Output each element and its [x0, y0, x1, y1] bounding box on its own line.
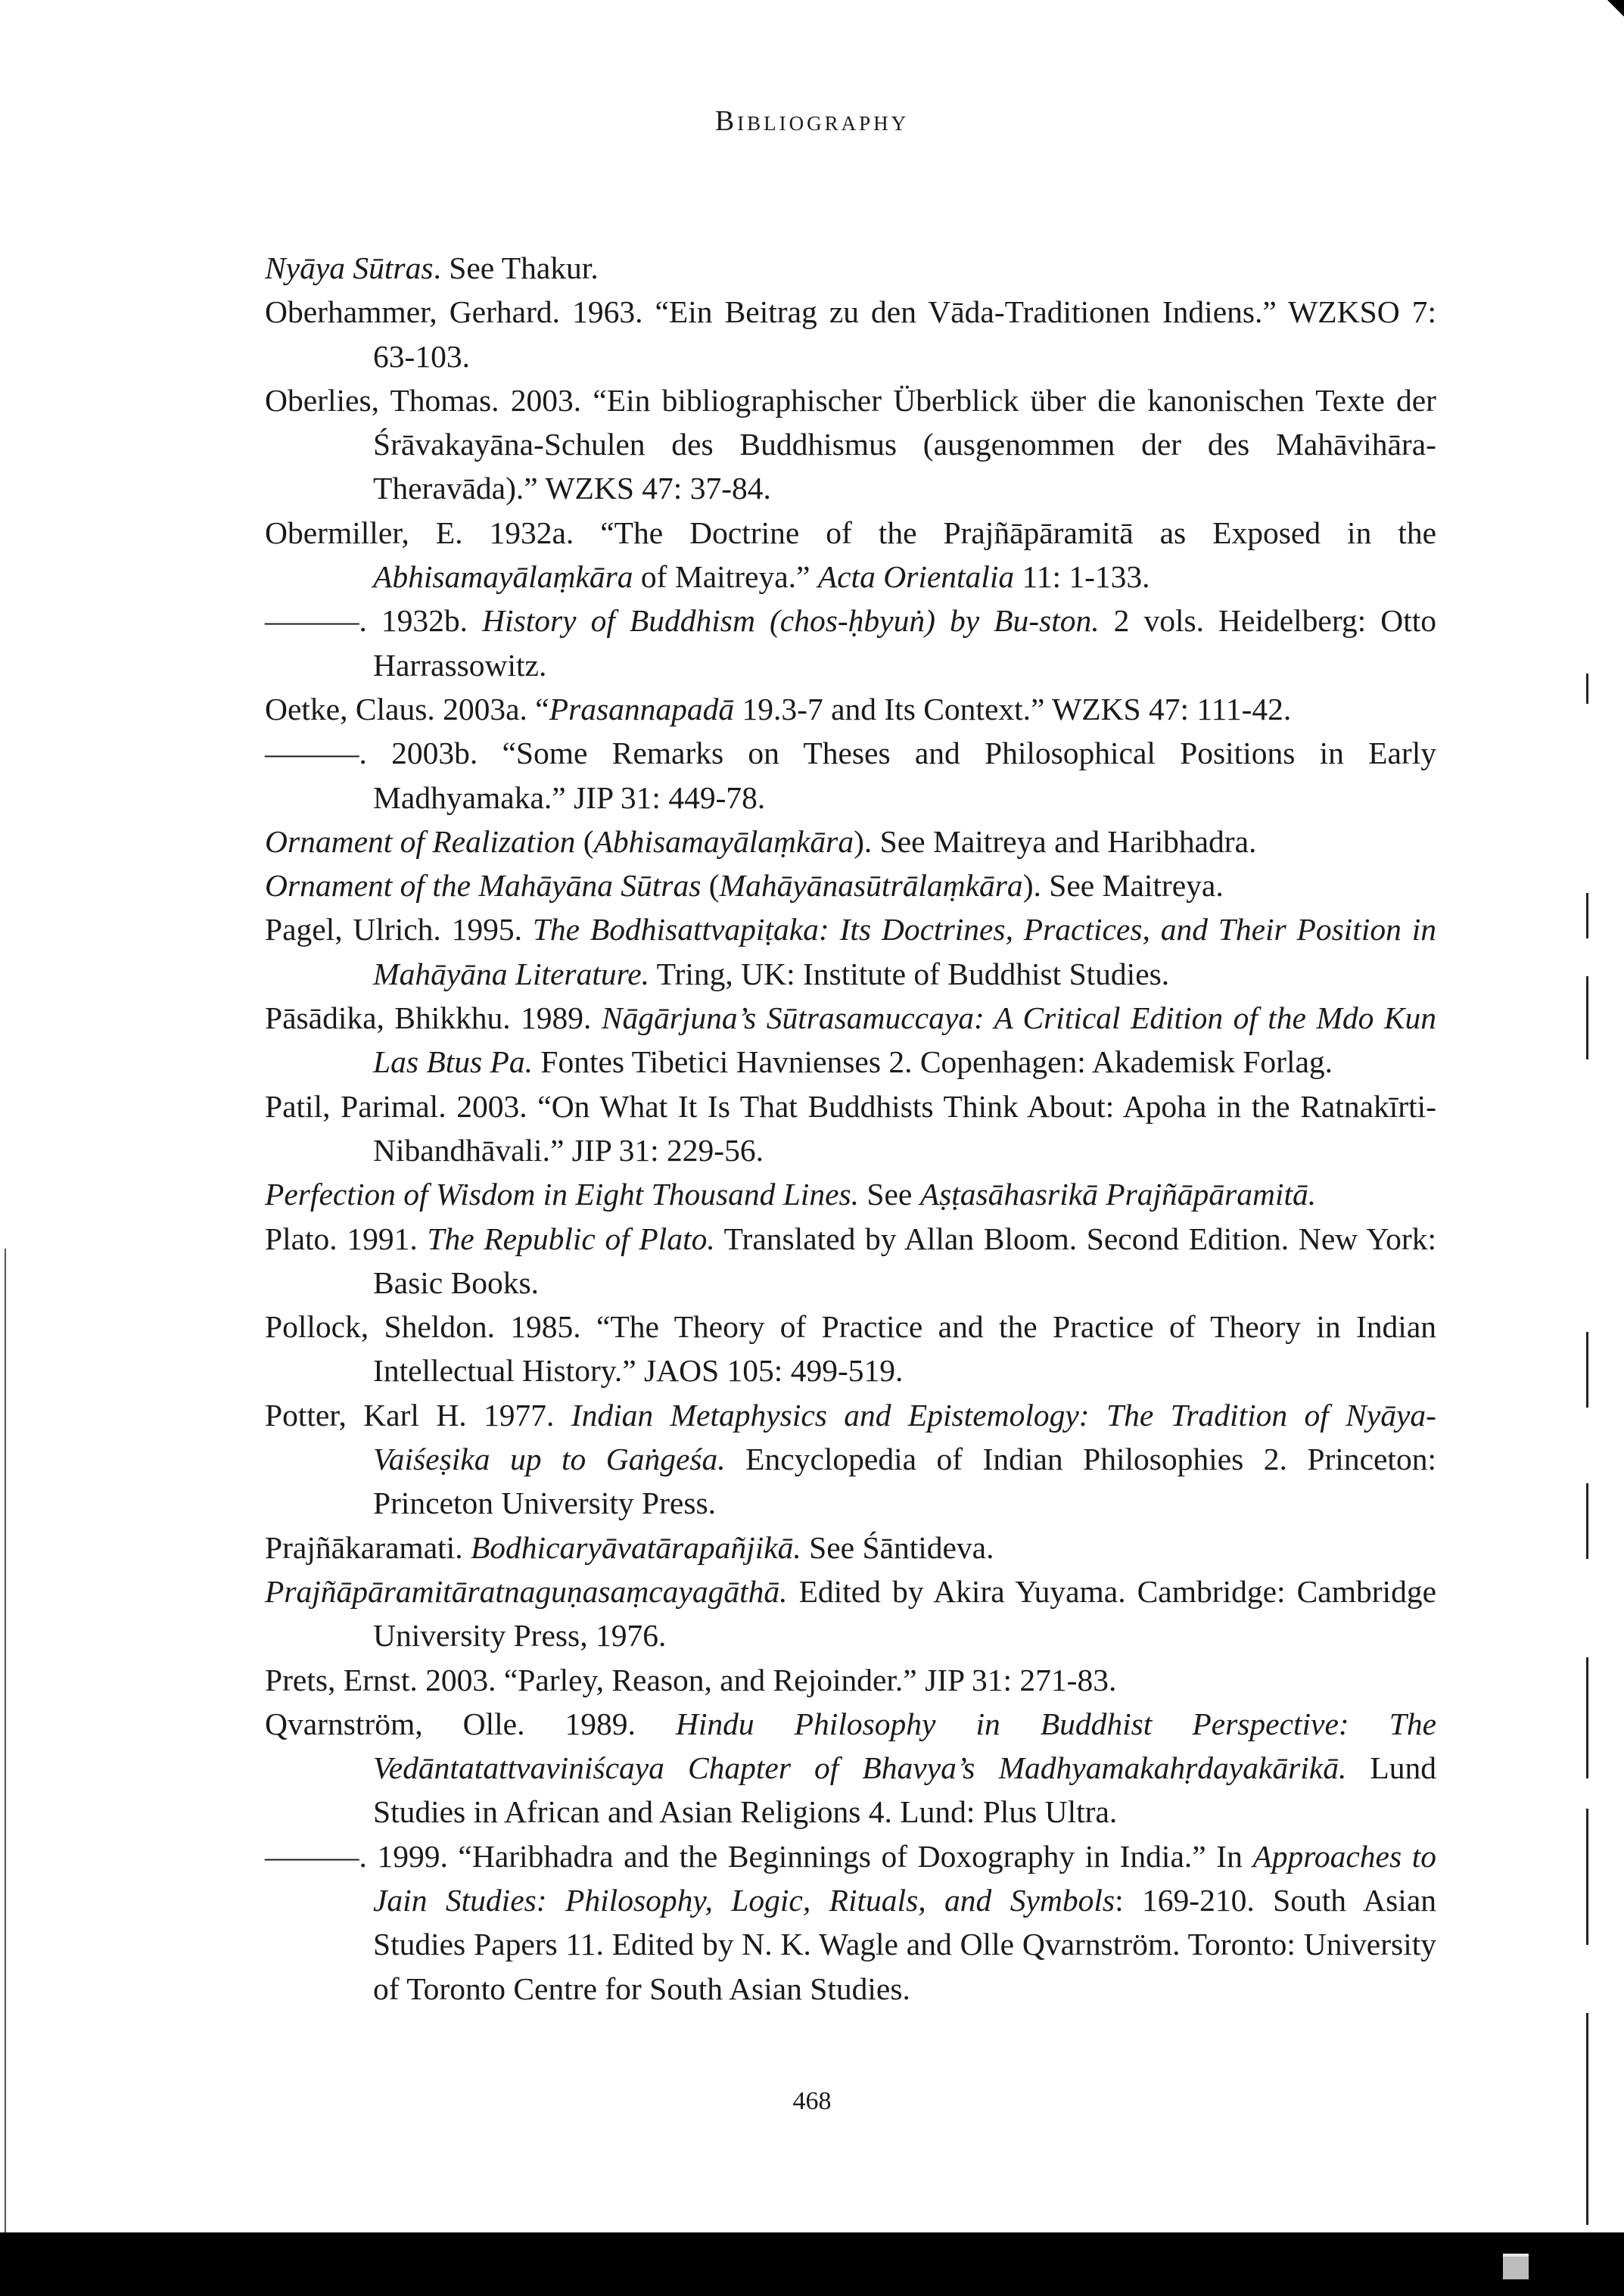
bib-entry-patil: Patil, Parimal. 2003. “On What It Is That Buddhists Think About: Apoha in the Ratnakīrti-Nibandhāvali.” JIP 31: 229-56.	[265, 1088, 1436, 1168]
page-number: 468	[792, 2087, 832, 2115]
bib-entry-qvarnstrom-1999: ———. 1999. “Haribhadra and the Beginnings of Doxography in India.” In Approaches to Jain Studies: Philosophy, Logic, Rituals, and Symbols: 169-210. South Asian Studies Papers 11. Edited by N. K. Wagle and Olle Qvarnström. Toronto: University of Toronto Centre for South Asian Studies.	[265, 1838, 1437, 2006]
bib-entry-oberhammer: Oberhammer, Gerhard. 1963. “Ein Beitrag zu den Vāda-Traditionen Indiens.” WZKSO 7: 63-103.	[265, 294, 1436, 374]
bib-entry-pagel: Pagel, Ulrich. 1995. The Bodhisattvapiṭaka: Its Doctrines, Practices, and Their Position in Mahāyāna Literature. Tring, UK: Institute of Buddhist Studies.	[265, 912, 1436, 991]
bib-entry-pasadika: Pāsādika, Bhikkhu. 1989. Nāgārjuna’s Sūtrasamuccaya: A Critical Edition of the Mdo Kun Las Btus Pa. Fontes Tibetici Havnienses 2. Copenhagen: Akademisk Forlag.	[265, 1000, 1437, 1080]
bib-entry-qvarnstrom-1989: Qvarnström, Olle. 1989. Hindu Philosophy in Buddhist Perspective: The Vedāntatattvaviniścaya Chapter of Bhavya’s Madhyamakahṛdayakārikā. Lund Studies in African and Asian Religions 4. Lund: Plus Ultra.	[265, 1706, 1436, 1830]
bib-entry-ornament-realization: Ornament of Realization (Abhisamayālaṃkāra). See Maitreya and Haribhadra.	[265, 823, 1257, 859]
bib-entry-potter: Potter, Karl H. 1977. Indian Metaphysics and Epistemology: The Tradition of Nyāya-Vaiśeṣika up to Gaṅgeśa. Encyclopedia of Indian Philosophies 2. Princeton: Princeton University Press.	[265, 1397, 1436, 1521]
scan-mark	[1586, 1657, 1588, 1778]
binding-edge	[5, 1249, 6, 2232]
bib-entry-obermiller-a: Obermiller, E. 1932a. “The Doctrine of the Prajñāpāramitā as Exposed in the Abhisamayālaṃkāra of Maitreya.” Acta Orientalia 11: 1-133.	[265, 515, 1436, 595]
scan-mark	[1586, 2013, 1588, 2225]
bib-entry-oetke-a: Oetke, Claus. 2003a. “Prasannapadā 19.3-7 and Its Context.” WZKS 47: 111-42.	[265, 691, 1292, 726]
bib-entry-ornament-sutras: Ornament of the Mahāyāna Sūtras (Mahāyānasūtrālaṃkāra). See Maitreya.	[265, 868, 1224, 904]
bib-entry-nyaya: Nyāya Sūtras. See Thakur.	[265, 250, 599, 285]
scan-mark	[1586, 976, 1588, 1059]
bib-entry-obermiller-b: ———. 1932b. History of Buddhism (chos-ḥbyuṅ) by Bu-ston. 2 vols. Heidelberg: Otto Harrassowitz.	[265, 603, 1437, 683]
scroll-grip-icon[interactable]	[1503, 2254, 1529, 2279]
bib-entry-plato: Plato. 1991. The Republic of Plato. Translated by Allan Bloom. Second Edition. New York: Basic Books.	[265, 1221, 1436, 1300]
bib-entry-oberlies: Oberlies, Thomas. 2003. “Ein bibliographischer Überblick über die kanonischen Texte der Śrāvakayāna-Schulen des Buddhismus (ausgenommen der des Mahāvihāra-Theravāda).” WZKS 47: 37-84.	[265, 382, 1436, 506]
bib-entry-oetke-b: ———. 2003b. “Some Remarks on Theses and Philosophical Positions in Early Madhyamaka.” JIP 31: 449-78.	[265, 736, 1436, 815]
bottom-bar	[0, 2232, 1624, 2296]
bib-entry-prajnaparamita: Prajñāpāramitāratnaguṇasaṃcayagāthā. Edited by Akira Yuyama. Cambridge: Cambridge University Press, 1976.	[265, 1573, 1436, 1654]
bib-entry-prets: Prets, Ernst. 2003. “Parley, Reason, and Rejoinder.” JIP 31: 271-83.	[265, 1662, 1117, 1697]
running-head: Bibliography	[714, 105, 910, 137]
scan-mark	[1586, 1483, 1588, 1559]
bib-entry-perfection: Perfection of Wisdom in Eight Thousand Lines. See Aṣṭasāhasrikā Prajñāpāramitā.	[265, 1177, 1317, 1212]
scan-mark	[1586, 893, 1588, 938]
scan-mark	[1586, 1332, 1588, 1408]
scan-mark	[1586, 1809, 1588, 1945]
bib-entry-pollock: Pollock, Sheldon. 1985. “The Theory of Practice and the Practice of Theory in Indian Intellectual History.” JAOS 105: 499-519.	[265, 1309, 1436, 1389]
bibliography-list	[265, 246, 1436, 2011]
scan-mark	[1586, 674, 1588, 704]
corner-mark	[1607, 0, 1624, 17]
bib-entry-prajnakaramati: Prajñākaramati. Bodhicaryāvatārapañjikā. See Śāntideva.	[265, 1529, 994, 1565]
